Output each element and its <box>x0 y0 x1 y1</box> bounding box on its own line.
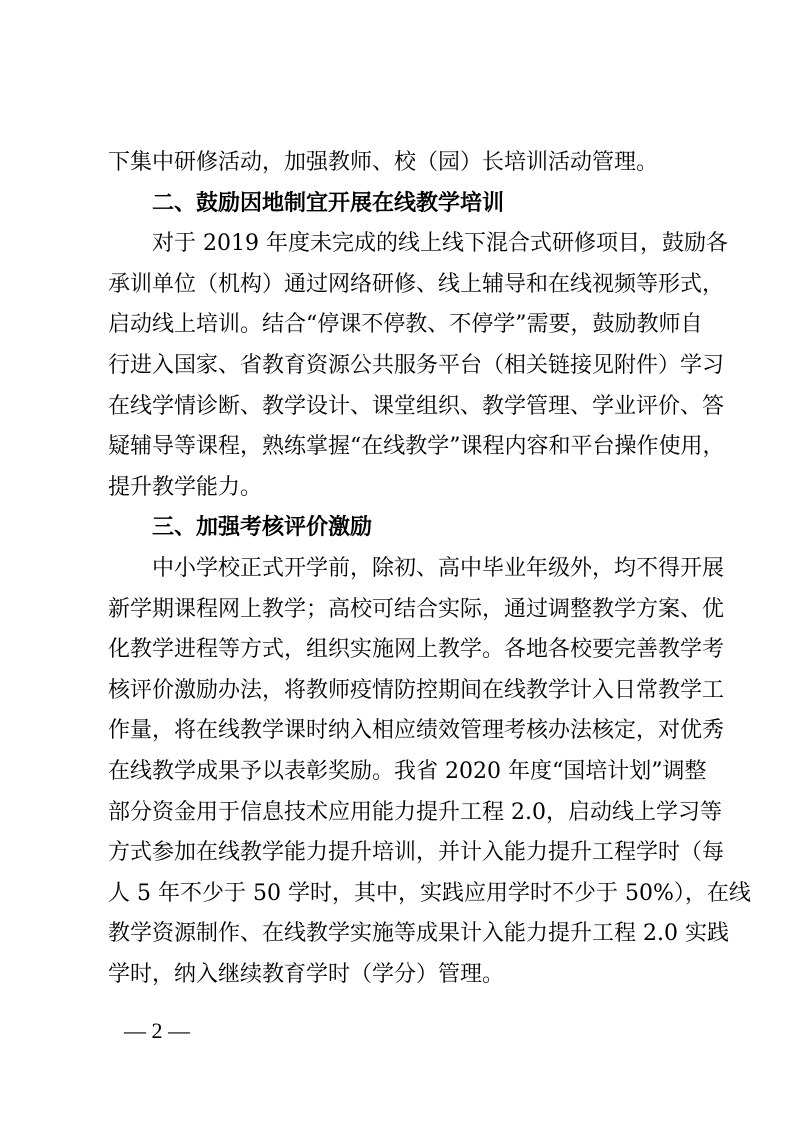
body-line: 承训单位（机构）通过网络研修、线上辅导和在线视频等形式， <box>108 272 725 297</box>
section-heading-3: 三、加强考核评价激励 <box>152 515 373 540</box>
body-line: 化教学进程等方式，组织实施网上教学。各地各校要完善教学考 <box>108 637 725 662</box>
body-line: 新学期课程网上教学；高校可结合实际，通过调整教学方案、优 <box>108 597 725 622</box>
body-line: 提升教学能力。 <box>108 475 263 500</box>
body-line: 对于 2019 年度未完成的线上线下混合式研修项目，鼓励各 <box>152 231 728 256</box>
body-line: 在线教学成果予以表彰奖励。我省 2020 年度“国培计划”调整 <box>108 759 707 784</box>
body-line: 教学资源制作、在线教学实施等成果计入能力提升工程 2.0 实践 <box>108 921 729 946</box>
body-line: 中小学校正式开学前，除初、高中毕业年级外，均不得开展 <box>152 556 725 581</box>
body-line: 行进入国家、省教育资源公共服务平台（相关链接见附件）学习 <box>108 353 725 378</box>
body-line: 人 5 年不少于 50 学时，其中，实践应用学时不少于 50%），在线 <box>108 881 751 906</box>
body-line: 学时，纳入继续教育学时（学分）管理。 <box>108 962 505 987</box>
page-number: — 2 — <box>124 1018 190 1043</box>
body-line: 作量，将在线教学课时纳入相应绩效管理考核办法核定，对优秀 <box>108 718 725 743</box>
body-line: 核评价激励办法，将教师疫情防控期间在线教学计入日常教学工 <box>108 678 725 703</box>
body-line: 疑辅导等课程，熟练掌握“在线教学”课程内容和平台操作使用， <box>108 434 725 459</box>
section-heading-2: 二、鼓励因地制宜开展在线教学培训 <box>152 191 505 216</box>
body-line: 部分资金用于信息技术应用能力提升工程 2.0，启动线上学习等 <box>108 800 722 825</box>
body-line: 启动线上培训。结合“停课不停教、不停学”需要，鼓励教师自 <box>108 312 703 337</box>
body-line: 在线学情诊断、教学设计、课堂组织、教学管理、学业评价、答 <box>108 394 725 419</box>
body-line: 下集中研修活动，加强教师、校（园）长培训活动管理。 <box>108 150 659 175</box>
body-line: 方式参加在线教学能力提升培训，并计入能力提升工程学时（每 <box>108 840 725 865</box>
